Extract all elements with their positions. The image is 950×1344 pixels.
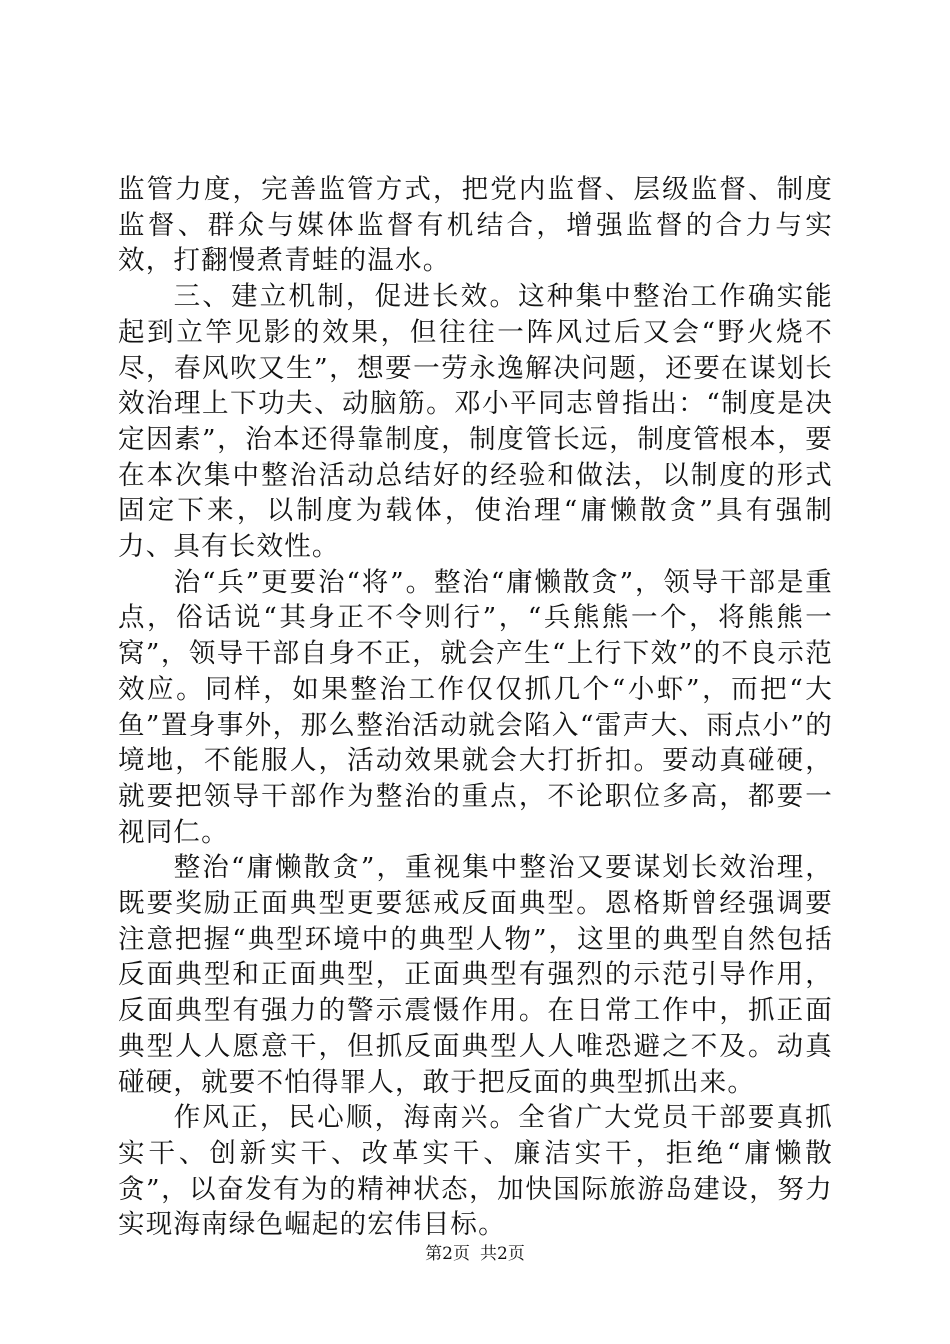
paragraph-continuation: 监管力度，完善监管方式，把党内监督、层级监督、制度监督、群众与媒体监督有机结合，增强监督的合力与实效，打翻慢煮青蛙的温水。 bbox=[118, 174, 833, 277]
page-number-total: 共2页 bbox=[480, 1244, 525, 1264]
paragraph-govern-leaders: 治“兵”更要治“将”。整治“庸懒散贪”，领导干部是重点，俗话说“其身正不令则行”，“兵熊熊一个，将熊熊一窝”，领导干部自身不正，就会产生“上行下效”的不良示范效应。同样，如果整治工作仅仅抓几个“小虾”，而把“大鱼”置身事外，那么整治活动就会陷入“雷声大、雨点小”的境地，不能服人，活动效果就会大打折扣。要动真碰硬，就要把领导干部作为整治的重点，不论职位多高，都要一视同仁。 bbox=[118, 566, 833, 848]
paragraph-establish-mechanism: 三、建立机制，促进长效。这种集中整治工作确实能起到立竿见影的效果，但往往一阵风过后又会“野火烧不尽，春风吹又生”，想要一劳永逸解决问题，还要在谋划长效治理上下功夫、动脑筋。邓小平同志曾指出：“制度是决定因素”，治本还得靠制度，制度管长远，制度管根本，要在本次集中整治活动总结好的经验和做法，以制度的形式固定下来，以制度为载体，使治理“庸懒散贪”具有强制力、具有长效性。 bbox=[118, 281, 833, 563]
page-number-current: 第2页 bbox=[425, 1244, 470, 1264]
page-footer bbox=[0, 1243, 950, 1265]
paragraph-typical-cases: 整治“庸懒散贪”，重视集中整治又要谋划长效治理，既要奖励正面典型更要惩戒反面典型。恩格斯曾经强调要注意把握“典型环境中的典型人物”，这里的典型自然包括反面典型和正面典型，正面典型有强烈的示范引导作用，反面典型有强力的警示震慑作用。在日常工作中，抓正面典型人人愿意干，但抓反面典型人人唯恐避之不及。动真碰硬，就要不怕得罪人，敢于把反面的典型抓出来。 bbox=[118, 852, 833, 1098]
document-body bbox=[118, 172, 833, 1243]
paragraph-conclusion: 作风正，民心顺，海南兴。全省广大党员干部要真抓实干、创新实干、改革实干、廉洁实干，拒绝“庸懒散贪”，以奋发有为的精神状态，加快国际旅游岛建设，努力实现海南绿色崛起的宏伟目标。 bbox=[118, 1102, 833, 1241]
